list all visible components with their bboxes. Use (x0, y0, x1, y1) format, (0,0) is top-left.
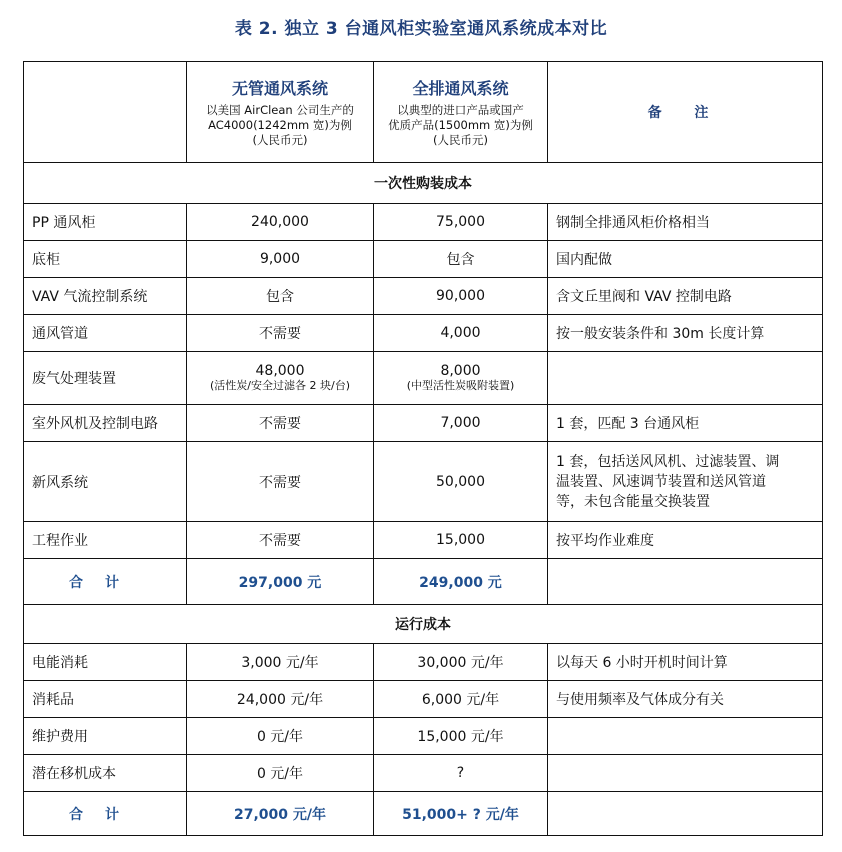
row-full-value: 6,000 元/年 (374, 681, 548, 718)
total-note (548, 792, 823, 836)
fresh-air-note-line3: 等，未包含能量交换装置 (556, 493, 710, 510)
row-item: 潜在移机成本 (24, 755, 187, 792)
cost-comparison-table (23, 61, 823, 836)
total-ductless-value: 297,000 元 (187, 559, 374, 605)
row-full-value: 30,000 元/年 (374, 644, 548, 681)
table-row (24, 755, 823, 792)
row-item: 工程作业 (24, 522, 187, 559)
table-row (24, 241, 823, 278)
exhaust-full-value: 8,000 (440, 363, 481, 379)
header-full-sub2: 优质产品(1500mm 宽)为例 (388, 118, 533, 132)
row-full-value: 15,000 (374, 522, 548, 559)
header-ductless-sub1: 以美国 AirClean 公司生产的 (206, 103, 354, 117)
row-item: 通风管道 (24, 315, 187, 352)
header-row (24, 62, 823, 163)
row-full-value: 4,000 (374, 315, 548, 352)
table-row (24, 681, 823, 718)
row-full-value: 75,000 (374, 204, 548, 241)
section-row-one-time (24, 163, 823, 204)
row-full-value: 90,000 (374, 278, 548, 315)
row-note: 1 套，匹配 3 台通风柜 (548, 405, 823, 442)
row-note (548, 718, 823, 755)
table-row (24, 522, 823, 559)
row-ductless-value: 3,000 元/年 (187, 644, 374, 681)
table-caption: 表 2. 独立 3 台通风柜实验室通风系统成本对比 (234, 19, 608, 39)
row-item: 新风系统 (24, 442, 187, 522)
fresh-air-note-line1: 1 套，包括送风风机、过滤装置、调 (556, 453, 780, 470)
row-note: 按一般安装条件和 30m 长度计算 (548, 315, 823, 352)
row-item: 电能消耗 (24, 644, 187, 681)
row-ductless-value: 9,000 (187, 241, 374, 278)
table-row (24, 352, 823, 405)
row-ductless-value: 包含 (187, 278, 374, 315)
header-full-sub1: 以典型的进口产品或国产 (397, 103, 524, 117)
header-ductless-sub3: (人民币元) (252, 133, 308, 147)
header-ductless-sub2: AC4000(1242mm 宽)为例 (208, 118, 352, 132)
table-row (24, 315, 823, 352)
total-row-one-time (24, 559, 823, 605)
row-ductless-value: 不需要 (187, 442, 374, 522)
total-note (548, 559, 823, 605)
fresh-air-note-line2: 温装置、风速调节装置和送风管道 (556, 473, 766, 490)
section-row-operating (24, 605, 823, 644)
row-note: 钢制全排通风柜价格相当 (548, 204, 823, 241)
exhaust-ductless-detail: (活性炭/安全过滤各 2 块/台) (210, 379, 350, 392)
row-full-value: 包含 (374, 241, 548, 278)
row-note: 含文丘里阀和 VAV 控制电路 (548, 278, 823, 315)
row-full-value: 50,000 (374, 442, 548, 522)
section-title-one-time: 一次性购装成本 (24, 163, 823, 204)
total-row-operating (24, 792, 823, 836)
row-ductless-value: 0 元/年 (187, 755, 374, 792)
row-item: 消耗品 (24, 681, 187, 718)
row-ductless-value: 24,000 元/年 (187, 681, 374, 718)
exhaust-full-detail: (中型活性炭吸附装置) (406, 379, 515, 392)
row-full-value (374, 352, 548, 405)
row-ductless-value: 不需要 (187, 405, 374, 442)
row-note: 按平均作业难度 (548, 522, 823, 559)
row-item: 底柜 (24, 241, 187, 278)
header-ductless (187, 62, 374, 163)
header-ductless-title: 无管通风系统 (231, 79, 328, 98)
total-full-value: 249,000 元 (374, 559, 548, 605)
total-label: 合计 (24, 559, 187, 605)
table-row (24, 718, 823, 755)
header-full-title: 全排通风系统 (412, 79, 509, 98)
row-note: 国内配做 (548, 241, 823, 278)
header-notes: 备 注 (548, 62, 823, 163)
row-ductless-value: 不需要 (187, 315, 374, 352)
row-note (548, 352, 823, 405)
table-row (24, 442, 823, 522)
row-full-value: ? (374, 755, 548, 792)
header-empty-cell (24, 62, 187, 163)
row-full-value: 15,000 元/年 (374, 718, 548, 755)
row-ductless-value: 240,000 (187, 204, 374, 241)
table-row (24, 278, 823, 315)
row-item: 废气处理装置 (24, 352, 187, 405)
row-item: VAV 气流控制系统 (24, 278, 187, 315)
row-ductless-value: 不需要 (187, 522, 374, 559)
header-full-exhaust (374, 62, 548, 163)
exhaust-ductless-value: 48,000 (255, 363, 305, 379)
row-item: 维护费用 (24, 718, 187, 755)
row-full-value: 7,000 (374, 405, 548, 442)
row-note (548, 755, 823, 792)
row-ductless-value: 0 元/年 (187, 718, 374, 755)
table-row (24, 204, 823, 241)
row-note: 与使用频率及气体成分有关 (548, 681, 823, 718)
row-item: PP 通风柜 (24, 204, 187, 241)
section-title-operating: 运行成本 (24, 605, 823, 644)
total-full-value: 51,000+ ? 元/年 (374, 792, 548, 836)
table-row (24, 644, 823, 681)
total-label: 合计 (24, 792, 187, 836)
row-ductless-value (187, 352, 374, 405)
header-full-sub3: (人民币元) (433, 133, 488, 147)
table-row (24, 405, 823, 442)
row-note (548, 442, 823, 522)
row-item: 室外风机及控制电路 (24, 405, 187, 442)
row-note: 以每天 6 小时开机时间计算 (548, 644, 823, 681)
total-ductless-value: 27,000 元/年 (187, 792, 374, 836)
